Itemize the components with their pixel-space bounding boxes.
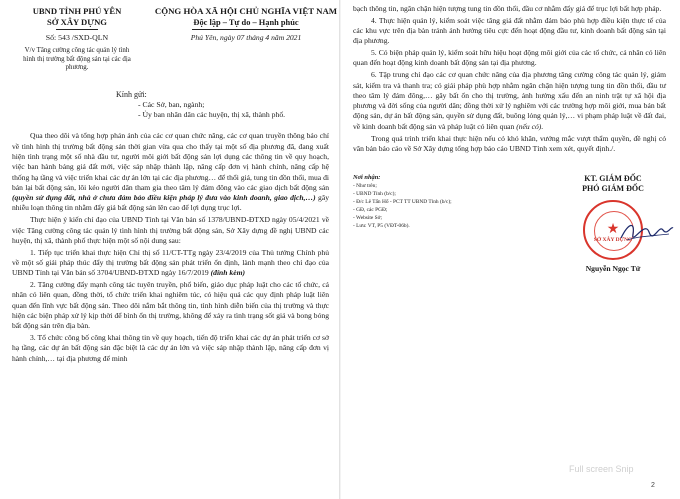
body-paragraph (353, 70, 666, 132)
recipient-item: - Đ/c Lê Tấn Hổ - PCT TT UBND Tỉnh (b/c); (353, 199, 452, 206)
signer-name: Nguyễn Ngọc Tứ (585, 264, 641, 274)
paragraph-text: 1. Tiếp tục triển khai thực hiện Chỉ thị số 11/CT-TTg ngày 23/4/2019 của Thủ tướng Chính phủ về một số giải pháp thúc đẩy thị trường bất động sản phát triển ổn định, lành mạnh theo chỉ đạo của UBND Tỉnh tại Văn bản số 3704/UBND-ĐTXD ngày 16/7/2019 (12, 247, 329, 278)
recipient-line: - Các Sở, ban, ngành; (138, 100, 205, 110)
document-footer (353, 174, 666, 324)
seal-label: SỞ XÂY DỰNG (593, 237, 633, 244)
document-body (12, 131, 329, 364)
recipient-item: - GĐ, các PGĐ; (353, 207, 388, 214)
agency-name: SỞ XÂY DỰNG (47, 17, 107, 27)
body-paragraph: 4. Thực hiện quản lý, kiểm soát việc tăng giá đất nhằm đảm bảo phù hợp điều kiện thực tế của các khu vực trên địa bàn tránh ảnh hưởng tiêu cực đến hoạt động đầu tư, kinh doanh bất động sản tại địa phương. (353, 15, 666, 46)
greeting: Kính gửi: (116, 90, 147, 99)
screenshot-tool-watermark: Full screen Snip (569, 464, 634, 474)
recipient-item: - Như trên; (353, 183, 377, 190)
motto-underline (192, 29, 300, 30)
paragraph-italic-text: (đính kèm) (210, 268, 246, 278)
handwritten-signature (619, 218, 675, 244)
body-paragraph (12, 248, 329, 279)
document-header (12, 6, 338, 88)
body-paragraph (12, 131, 329, 213)
national-title-block (152, 6, 340, 43)
paragraph-italic-text: (nếu có). (516, 121, 544, 131)
paragraph-text: gây nhiễu loạn thông tin nhằm đẩy giá bất động sản lên cao để lợi dụng trục lợi. (12, 193, 329, 213)
recipients-title: Nơi nhận: (353, 174, 381, 182)
body-paragraph: 3. Tổ chức công bố công khai thông tin về quy hoạch, tiến độ triển khai các dự án phát triển cơ sở hạ tầng, các dự án bất động sản đặc biệt là các dự án lớn và việc sáp nhập thành lập, nâng cấp đơn vị hành chính,… tại địa phương để minh (12, 333, 329, 363)
signer-authority: KT. GIÁM ĐỐC (584, 174, 642, 184)
seal-star-icon: ★ (606, 221, 620, 238)
body-paragraph: bạch thông tin, ngăn chặn hiện tượng tung tin đồn thổi, đầu cơ nhằm đẩy giá để trục lợi bất hợp pháp. (353, 4, 662, 13)
signature-block (557, 174, 669, 274)
page-number: 2 (651, 482, 655, 489)
document-number: Số: 543 /SXD-QLN (45, 33, 109, 42)
document-body (353, 4, 666, 154)
body-paragraph: Thực hiện ý kiến chỉ đạo của UBND Tỉnh tại Văn bản số 1378/UBND-ĐTXD ngày 05/4/2021 về việc Tăng cường công tác quản lý tình hình thị trường bất động sản, Sở Xây dựng đề nghị UBND các huyện, thị xã, thành phố thực hiện một số nội dung sau: (12, 215, 329, 245)
issuing-agency-block (18, 6, 136, 73)
recipient-item: - Website Sở; (353, 215, 382, 222)
document-page-2 (341, 0, 680, 499)
recipient-line: - Ủy ban nhân dân các huyện, thị xã, thành phố. (138, 110, 286, 120)
body-paragraph: 5. Có biện pháp quản lý, kiểm soát hữu hiệu hoạt động môi giới của các tổ chức, cá nhân có liên quan đến hoạt động kinh doanh bất động sản tại địa phương. (353, 48, 666, 68)
paragraph-italic-text: (quyền sử dụng đất, nhà ở chưa đảm bảo điều kiện pháp lý đưa vào kinh doanh, giao dịch,…) (12, 193, 316, 203)
paragraph-text: 6. Tập trung chỉ đạo các cơ quan chức năng của địa phương tăng cường công tác quản lý, giám sát, kiểm tra và thanh tra; có giải pháp phù hợp nhằm ngăn chặn hiện tượng tung tin đồn thổi, đầu tư theo tâm lý đám đông,… gây bất ổn cho thị trường, ảnh hưởng xấu đến an ninh trật tự xã hội địa phương và đời sống của người dân; đồng thời xử lý nghiêm với các trường hợp môi giới, mua bán bất động sản, dự án bất động sản, quyền sử dụng đất, buông lỏng quản lý,… vi phạm pháp luật về đất đai, về kinh doanh bất động sản và pháp luật có liên quan (353, 70, 666, 131)
recipient-item: - UBND Tỉnh (b/c); (353, 191, 396, 198)
place-and-date: Phú Yên, ngày 07 tháng 4 năm 2021 (190, 33, 302, 42)
national-motto: Độc lập – Tự do – Hạnh phúc (193, 18, 299, 27)
body-paragraph: Trong quá trình triển khai thực hiện nếu có khó khăn, vướng mắc vượt thẩm quyền, đề nghị có văn bản báo cáo về Sở Xây dựng tổng hợp báo cáo UBND Tỉnh xem xét, quyết định./. (353, 133, 666, 153)
recipients-list (353, 174, 553, 230)
national-title: CỘNG HÒA XÃ HỘI CHỦ NGHĨA VIỆT NAM (154, 6, 338, 16)
signer-position: PHÓ GIÁM ĐỐC (582, 184, 644, 194)
agency-parent: UBND TỈNH PHÚ YÊN (32, 6, 122, 16)
recipient-item: - Lưu: VT, P5 (VĐT-06b). (353, 223, 410, 230)
body-paragraph: 2. Tăng cường đẩy mạnh công tác tuyên truyền, phổ biến, giáo dục pháp luật cho các tổ chức, cá nhân có liên quan, đồng thời, tổ chức triển khai nghiêm túc, có hiệu quả các quy định pháp luật liên quan đến lĩnh vực bất động sản. Theo dõi nắm bắt thông tin, tình hình diễn biến của thị trường và thực hiện các biện pháp xử lý kịp thời để bình ổn thị trường, không để xảy ra tình trạng sốt giá và bong bóng bất động sản trên địa bàn. (12, 280, 329, 331)
document-subject: V/v Tăng cường công tác quản lý tình hình thị trường bất động sản tại các địa phương. (23, 47, 131, 72)
paragraph-text: Qua theo dõi và tổng hợp phản ánh của các cơ quan chức năng, các cơ quan truyền thông báo chí về tình hình thị trường bất động sản thời gian vừa qua cho thấy tại một số địa phương đã, đang xuất hiện tình trạng một số nhà đầu tư, người môi giới bất động sản lợi dụng các thông tin về quy hoạch, việc ban hành bảng giá đất mới, việc sáp nhập thành lập, nâng cấp đơn vị hành chính, nâng cấp hệ thống hạ tầng và việc triển khai các dự án lớn tại các địa phương… để thổi giá, tung tin đồn thổi, mua đi bán lại bất động sản, lôi kéo người dân tham gia theo tâm lý đám đông vào các giao dịch bất động sản (12, 131, 329, 192)
agency-underline (56, 29, 98, 30)
